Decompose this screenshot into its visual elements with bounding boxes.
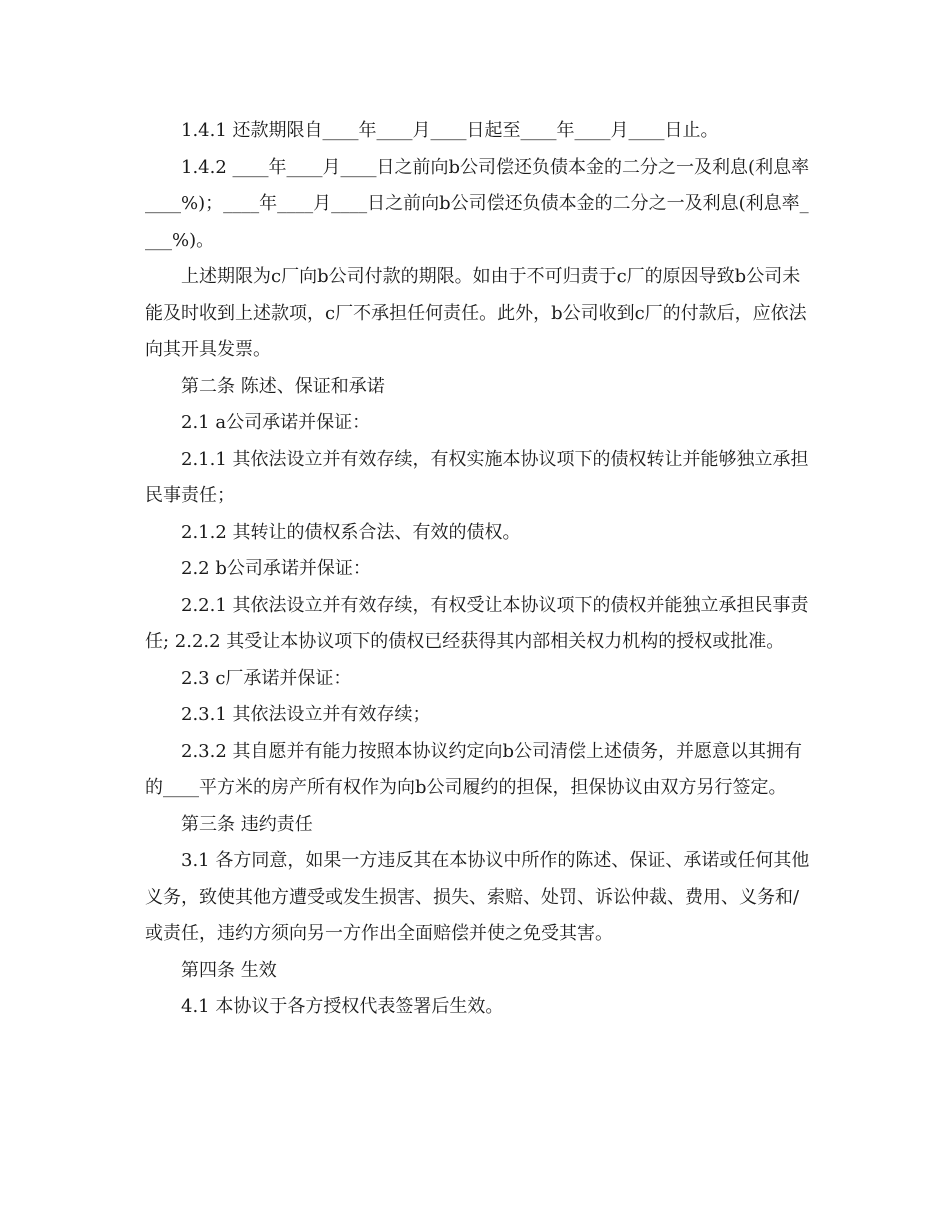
clause-2-1: 2.1 a公司承诺并保证： — [181, 412, 371, 433]
clause-4-1: 4.1 本协议于各方授权代表签署后生效。 — [181, 996, 504, 1017]
payment-term-paragraph: 上述期限为c厂向b公司付款的期限。如由于不可归责于c厂的原因导致b公司未能及时收到上述款项，c厂不承担任何责任。此外，b公司收到c厂的付款后，应依法向其开具发票。 — [145, 266, 807, 360]
clause-2-2-1: 2.2.1 其依法设立并有效存续，有权受让本协议项下的债权并能独立承担民事责任; 2.2.2 其受让本协议项下的债权已经获得其内部相关权力机构的授权或批准。 — [145, 594, 809, 652]
clause-2-2: 2.2 b公司承诺并保证： — [181, 558, 371, 579]
clause-1-4-2: 1.4.2 ____年____月____日之前向b公司偿还负债本金的二分之一及利息(利息率____%)；____年____月____日之前向b公司偿还负债本金的二分之一及利息(利息率____%)。 — [145, 156, 810, 251]
clause-1-4-1: 1.4.1 还款期限自____年____月____日起至____年____月____日止。 — [181, 120, 719, 141]
article-4-heading: 第四条 生效 — [181, 959, 277, 981]
clause-2-1-1: 2.1.1 其依法设立并有效存续，有权实施本协议项下的债权转让并能够独立承担民事责任； — [145, 448, 809, 506]
clause-2-1-2: 2.1.2 其转让的债权系合法、有效的债权。 — [181, 521, 521, 543]
clause-2-3: 2.3 c厂承诺并保证： — [181, 667, 352, 689]
clause-2-3-1: 2.3.1 其依法设立并有效存续； — [181, 704, 431, 725]
article-3-heading: 第三条 违约责任 — [181, 813, 313, 835]
clause-3-1: 3.1 各方同意，如果一方违反其在本协议中所作的陈述、保证、承诺或任何其他义务，致使其他方遭受或发生损害、损失、索赔、处罚、诉讼仲裁、费用、义务和/或责任，违约方须向另一方作出全面赔偿并使之免受其害。 — [145, 850, 810, 944]
clause-2-3-2: 2.3.2 其自愿并有能力按照本协议约定向b公司清偿上述债务，并愿意以其拥有的____平方米的房产所有权作为向b公司履约的担保，担保协议由双方另行签定。 — [145, 740, 803, 798]
article-2-heading: 第二条 陈述、保证和承诺 — [181, 375, 385, 397]
